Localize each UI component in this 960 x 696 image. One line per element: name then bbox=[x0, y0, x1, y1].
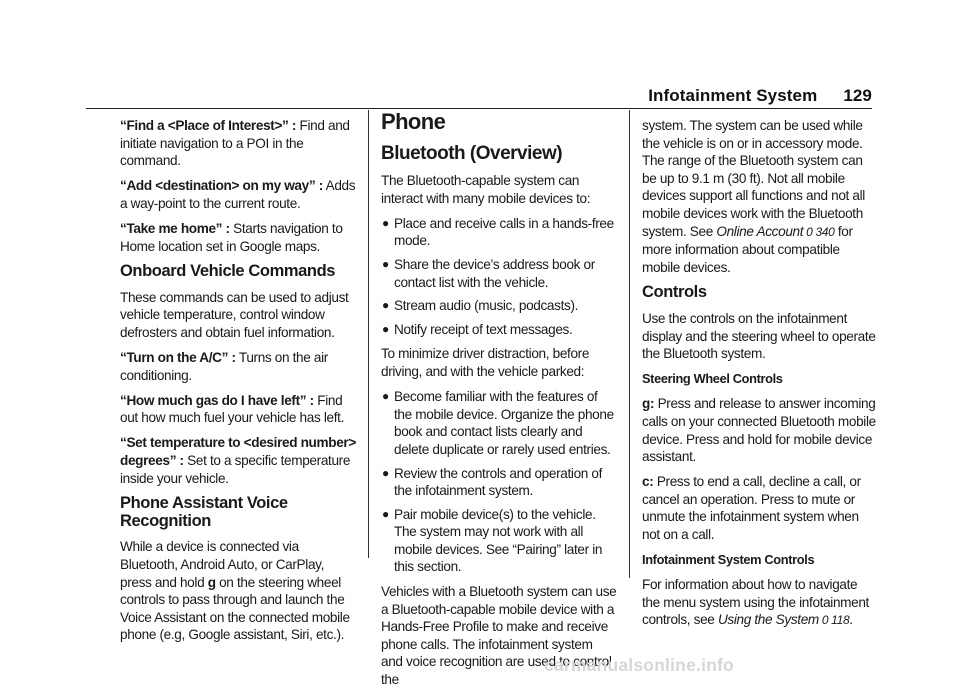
end-call-icon: c bbox=[642, 474, 650, 490]
heading-onboard-commands: Onboard Vehicle Commands bbox=[120, 262, 336, 281]
page-reference: 0 340 bbox=[803, 224, 835, 239]
capabilities-list bbox=[381, 215, 617, 339]
list-item: ● Stream audio (music, podcasts). bbox=[382, 298, 579, 314]
bluetooth-intro: The Bluetooth-capable system can interact with many mobile devices to: bbox=[381, 173, 591, 206]
voice-button-icon: g bbox=[207, 574, 216, 590]
column-divider-1 bbox=[368, 110, 369, 558]
answer-call-text: g: Press and release to answer incoming calls on your connected Bluetooth mobile device. Press and hold for mobile device assistant. bbox=[642, 396, 876, 465]
bullet-icon: ● bbox=[382, 257, 389, 272]
command-find-poi: “Find a <Place of Interest>” : Find and initiate navigation to a POI in the command. bbox=[120, 118, 350, 169]
heading-phone-assistant: Phone Assistant Voice Recognition bbox=[120, 494, 288, 530]
phone-assistant-text: While a device is connected via Bluetooth, Android Auto, or CarPlay, press and hold g on the steering wheel controls to pass through and launch the Voice Assistant on the connected mobile phone (e.g, Google assistant, Siri, etc.). bbox=[120, 539, 350, 643]
bullet-icon: ● bbox=[382, 389, 389, 404]
online-account-link[interactable]: Online Account bbox=[716, 223, 804, 239]
header-rule bbox=[86, 108, 872, 109]
bullet-icon: ● bbox=[382, 215, 389, 230]
column-1 bbox=[120, 117, 356, 651]
handsfree-paragraph: Vehicles with a Bluetooth system can use a Bluetooth-capable mobile device with a Hands-Free Profile to make and receive phone calls. The infotainment system and voice recognition are used to control the bbox=[381, 584, 617, 688]
column-2 bbox=[381, 109, 617, 696]
answer-call-icon: g bbox=[642, 396, 650, 412]
bullet-icon: ● bbox=[382, 465, 389, 480]
heading-controls: Controls bbox=[642, 283, 707, 302]
list-item: ● Review the controls and operation of the infotainment system. bbox=[382, 465, 603, 499]
command-ac: “Turn on the A/C” : Turns on the air conditioning. bbox=[120, 350, 328, 383]
subheading-steering-wheel: Steering Wheel Controls bbox=[642, 371, 783, 387]
footer bbox=[0, 655, 960, 678]
column-3 bbox=[642, 117, 878, 637]
controls-intro: Use the controls on the infotainment display and the steering wheel to operate the Bluetooth system. bbox=[642, 310, 876, 362]
bullet-icon: ● bbox=[382, 298, 389, 313]
list-item: ● Pair mobile device(s) to the vehicle. The system may not work with all mobile devices. See “Pairing” later in this section. bbox=[382, 506, 603, 575]
watermark: carmanualsonline.info bbox=[544, 655, 734, 675]
preparation-list bbox=[381, 388, 617, 576]
onboard-intro: These commands can be used to adjust vehicle temperature, control window defrosters and obtain fuel information. bbox=[120, 289, 349, 340]
page-header bbox=[648, 86, 872, 106]
bullet-icon: ● bbox=[382, 321, 389, 336]
command-add-destination: “Add <destination> on my way” : Adds a way-point to the current route. bbox=[120, 178, 356, 211]
page-reference: 0 118 bbox=[818, 613, 850, 628]
header-title: Infotainment System bbox=[648, 86, 818, 105]
page-number: 129 bbox=[843, 86, 872, 105]
list-item: ● Become familiar with the features of the mobile device. Organize the phone book and contact lists clearly and delete duplicate or rarely used entries. bbox=[382, 389, 614, 457]
infotainment-controls-text: For information about how to navigate the menu system using the infotainment controls, see Using the System 0 118. bbox=[642, 577, 869, 628]
bullet-icon: ● bbox=[382, 506, 389, 521]
command-take-me-home: “Take me home” : Starts navigation to Home location set in Google maps. bbox=[120, 220, 343, 254]
section-title: Bluetooth (Overview) bbox=[381, 142, 563, 164]
column-divider-2 bbox=[629, 110, 630, 578]
command-gas: “How much gas do I have left” : Find out how much fuel your vehicle has left. bbox=[120, 392, 345, 426]
chapter-title: Phone bbox=[381, 109, 446, 134]
distraction-intro: To minimize driver distraction, before driving, and with the vehicle parked: bbox=[381, 346, 590, 380]
command-temperature: “Set temperature to <desired number> degrees” : Set to a specific temperature inside your vehicle. bbox=[120, 435, 356, 486]
list-item: ● Notify receipt of text messages. bbox=[382, 321, 573, 337]
subheading-infotainment-controls: Infotainment System Controls bbox=[642, 552, 815, 568]
using-the-system-link[interactable]: Using the System bbox=[717, 612, 819, 628]
list-item: ● Place and receive calls in a hands-free mode. bbox=[382, 215, 614, 249]
system-paragraph: system. The system can be used while the vehicle is on or in accessory mode. The range of the Bluetooth system can be up to 9.1 m (30 ft). Not all mobile devices support all functions and not all mobile devices work with the Bluetooth system. See Online Account 0 340 for more information about compatible mobile devices. bbox=[642, 118, 865, 275]
list-item: ● Share the device’s address book or contact list with the vehicle. bbox=[382, 257, 595, 290]
end-call-text: c: Press to end a call, decline a call, or cancel an operation. Press to mute or unmute the infotainment system when not on a call. bbox=[642, 474, 861, 542]
